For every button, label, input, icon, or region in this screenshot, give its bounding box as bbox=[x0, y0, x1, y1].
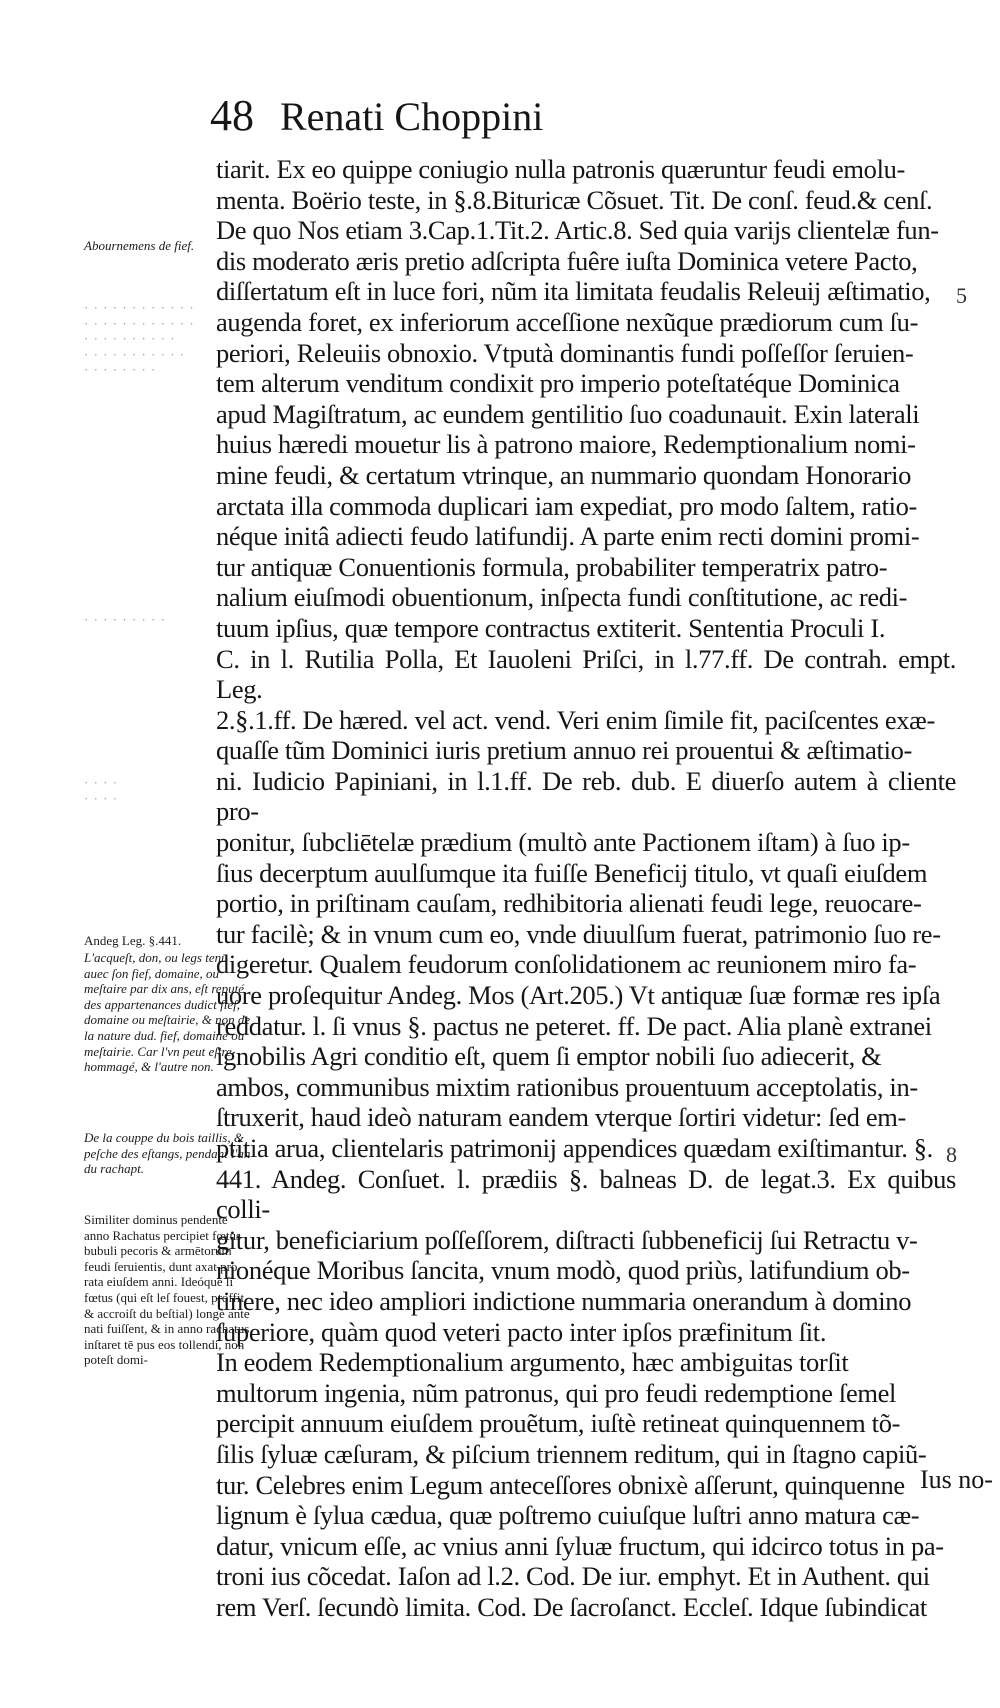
main-text bbox=[216, 154, 956, 1623]
catchword: Ius no- bbox=[920, 1465, 993, 1494]
margin-note-similiter: Similiter dominus pendente anno Rachatus percipiet fœtus bubuli pecoris & armētorum feudi ſeruientis, dunt axat pro rata eiuſdem anni. Ideóque ſi fœtus (qui eſt leſ fouest, proffit, & accroiſt du beſtial) longè ante nati fuiſſent, & in anno rachatus inſtaret tē pus eos tollendi, non poteſt domi- bbox=[84, 1212, 250, 1368]
margin-note-faint-1: · · · · · · · · · · · · · · · · · · · · · · · · · · · · · · · · · · · · · · · · · · · · · · · · · · · · · bbox=[84, 300, 195, 378]
side-number-upper: 5 bbox=[956, 283, 967, 308]
page-header bbox=[210, 90, 910, 150]
running-head: Renati Choppini bbox=[280, 94, 544, 139]
page-number: 48 bbox=[210, 91, 254, 140]
margin-note-acquest: L'acqueſt, don, ou legs tenu auec ſon fief, domaine, ou meſtaire par dix ans, eſt reputé des appartenances dudict fief, domaine ou meſtairie, & non de la nature dud. fief, domaine ou meſtairie. Car l'vn peut eſtre hommagé, & l'autre non. bbox=[84, 950, 251, 1075]
paragraph-1: tiarit. Ex eo quippe coniugio nulla patronis quæruntur feudi emolu- menta. Boërio teste, in §.8.Bituricæ Cõsuet. Tit. De conſ. feud.& cenſ. De quo Nos etiam 3.Cap.1.Tit.2. Artic.8. Sed quia varijs clientelæ fun- dis moderato æris pretio adſcripta fuêre iuſta Dominica vetere Pacto, diſſertatum eſt in luce fori, nũm ita limitata feudalis Releuij æſtimatio, augenda foret, ex inferiorum acceſſione nexũque prædiorum cum ſu- periori, Releuiis obnoxio. Vtputà dominantis fundi poſſeſſor ſeruien- tem alterum venditum condixit pro imperio poteſtatéque Dominica apud Magiſtratum, ac eundem gentilitio ſuo coadunauit. Exin laterali huius hæredi mouetur lis à patrono maiore, Redemptionalium nomi- mine feudi, & certatum vtrinque, an nummario quondam Honorario arctata illa commoda duplicari iam expediat, pro modo ſaltem, ratio- néque initâ adiecti feudo latifundij. A parte enim recti domini promi- tur antiquæ Conuentionis formula, probabiliter temperatrix patro- nalium eiuſmodi obuentionum, inſpecta fundi conſtitutione, ac redi- tuum ipſius, quæ tempore contractus extiterit. Sententia Proculi I. C. in l. Rutilia Polla, Et Iauoleni Priſci, in l.77.ff. De contrah. empt. Leg. 2.§.1.ff. De hæred. vel act. vend. Veri enim ſimile fit, paciſcentes exæ- quaſſe tũm Dominici iuris pretium annuo rei prouentui & æſtimatio- ni. Iudicio Papiniani, in l.1.ff. De reb. dub. E diuerſo autem à cliente pro- ponitur, ſubcliētelæ prædium (multò ante Pactionem iſtam) à ſuo ip- ſius decerptum auulſumque ita fuiſſe Beneficij titulo, vt quaſi eiuſdem portio, in priſtinam cauſam, redhibitoria alienati feudi lege, reuocare- tur facilè; & in vnum cum eo, vnde diuulſum fuerat, patrimonio ſuo re- digeretur. Qualem feudorum conſolidationem ac reunionem miro fa- uore proſequitur Andeg. Mos (Art.205.) Vt antiquæ ſuæ formæ res ipſa reddatur. l. ſi vnus §. pactus ne peteret. ff. De pact. Alia planè extranei ignobilis Agri conditio eſt, quem ſi emptor nobili ſuo adiecerit, & ambos, communibus mixtim rationibus prouentuum acceptolatis, in- ſtruxerit, haud ideò naturam eandem vterque ſortiri videtur: ſed em- ptitia arua, clientelaris patrimonij appendices quædam exiſtimantur. §. 441. Andeg. Conſuet. l. prædiis §. balneas D. de legat.3. Ex quibus colli- gitur, beneficiarium poſſeſſorem, diſtracti ſubbeneficij ſui Retractu v- nionéque Moribus ſancita, vnum modò, quod priùs, latifundium ob- tinere, nec ideo ampliori indictione nummaria onerandum à domino ſuperiore, quàm quod veteri pacto inter ipſos præfinitum ſit. bbox=[216, 154, 956, 1347]
margin-note-faint-2: · · · · · · · · · bbox=[84, 612, 166, 627]
margin-note-andeg-ref: Andeg Leg. §.441. bbox=[84, 933, 182, 948]
paragraph-2: In eodem Redemptionalium argumento, hæc ambiguitas torſit multorum ingenia, nũm patronus, qui pro feudi redemptione ſemel percipit annuum eiuſdem prouẽtum, iuſtè retineat quinquennem tõ- ſilis ſyluæ cæſuram, & piſcium triennem reditum, qui in ſtagno capiũ- tur. Celebres enim Legum anteceſſores obnixè aſſerunt, quinquenne lignum è ſylua cædua, quæ poſtremo cuiuſque luſtri anno matura cæ- datur, vnicum eſſe, ac vnius anni ſyluæ fructum, qui idcirco totus in pa- troni ius cõcedat. Iaſon ad l.2. Cod. De iur. emphyt. Et in Authent. qui rem Verſ. ſecundò limita. Cod. De ſacroſanct. Eccleſ. Idque ſubindicat bbox=[216, 1347, 944, 1622]
margin-note-faint-3: · · · · · · · · bbox=[84, 775, 119, 806]
margin-note-abournemens: Abournemens de fief. bbox=[84, 238, 195, 253]
side-number-lower: 8 bbox=[946, 1142, 957, 1167]
margin-note-couppe-bois: De la couppe du bois taillis, & peſche des eſtangs, pendant l'an du rachapt. bbox=[84, 1130, 251, 1177]
